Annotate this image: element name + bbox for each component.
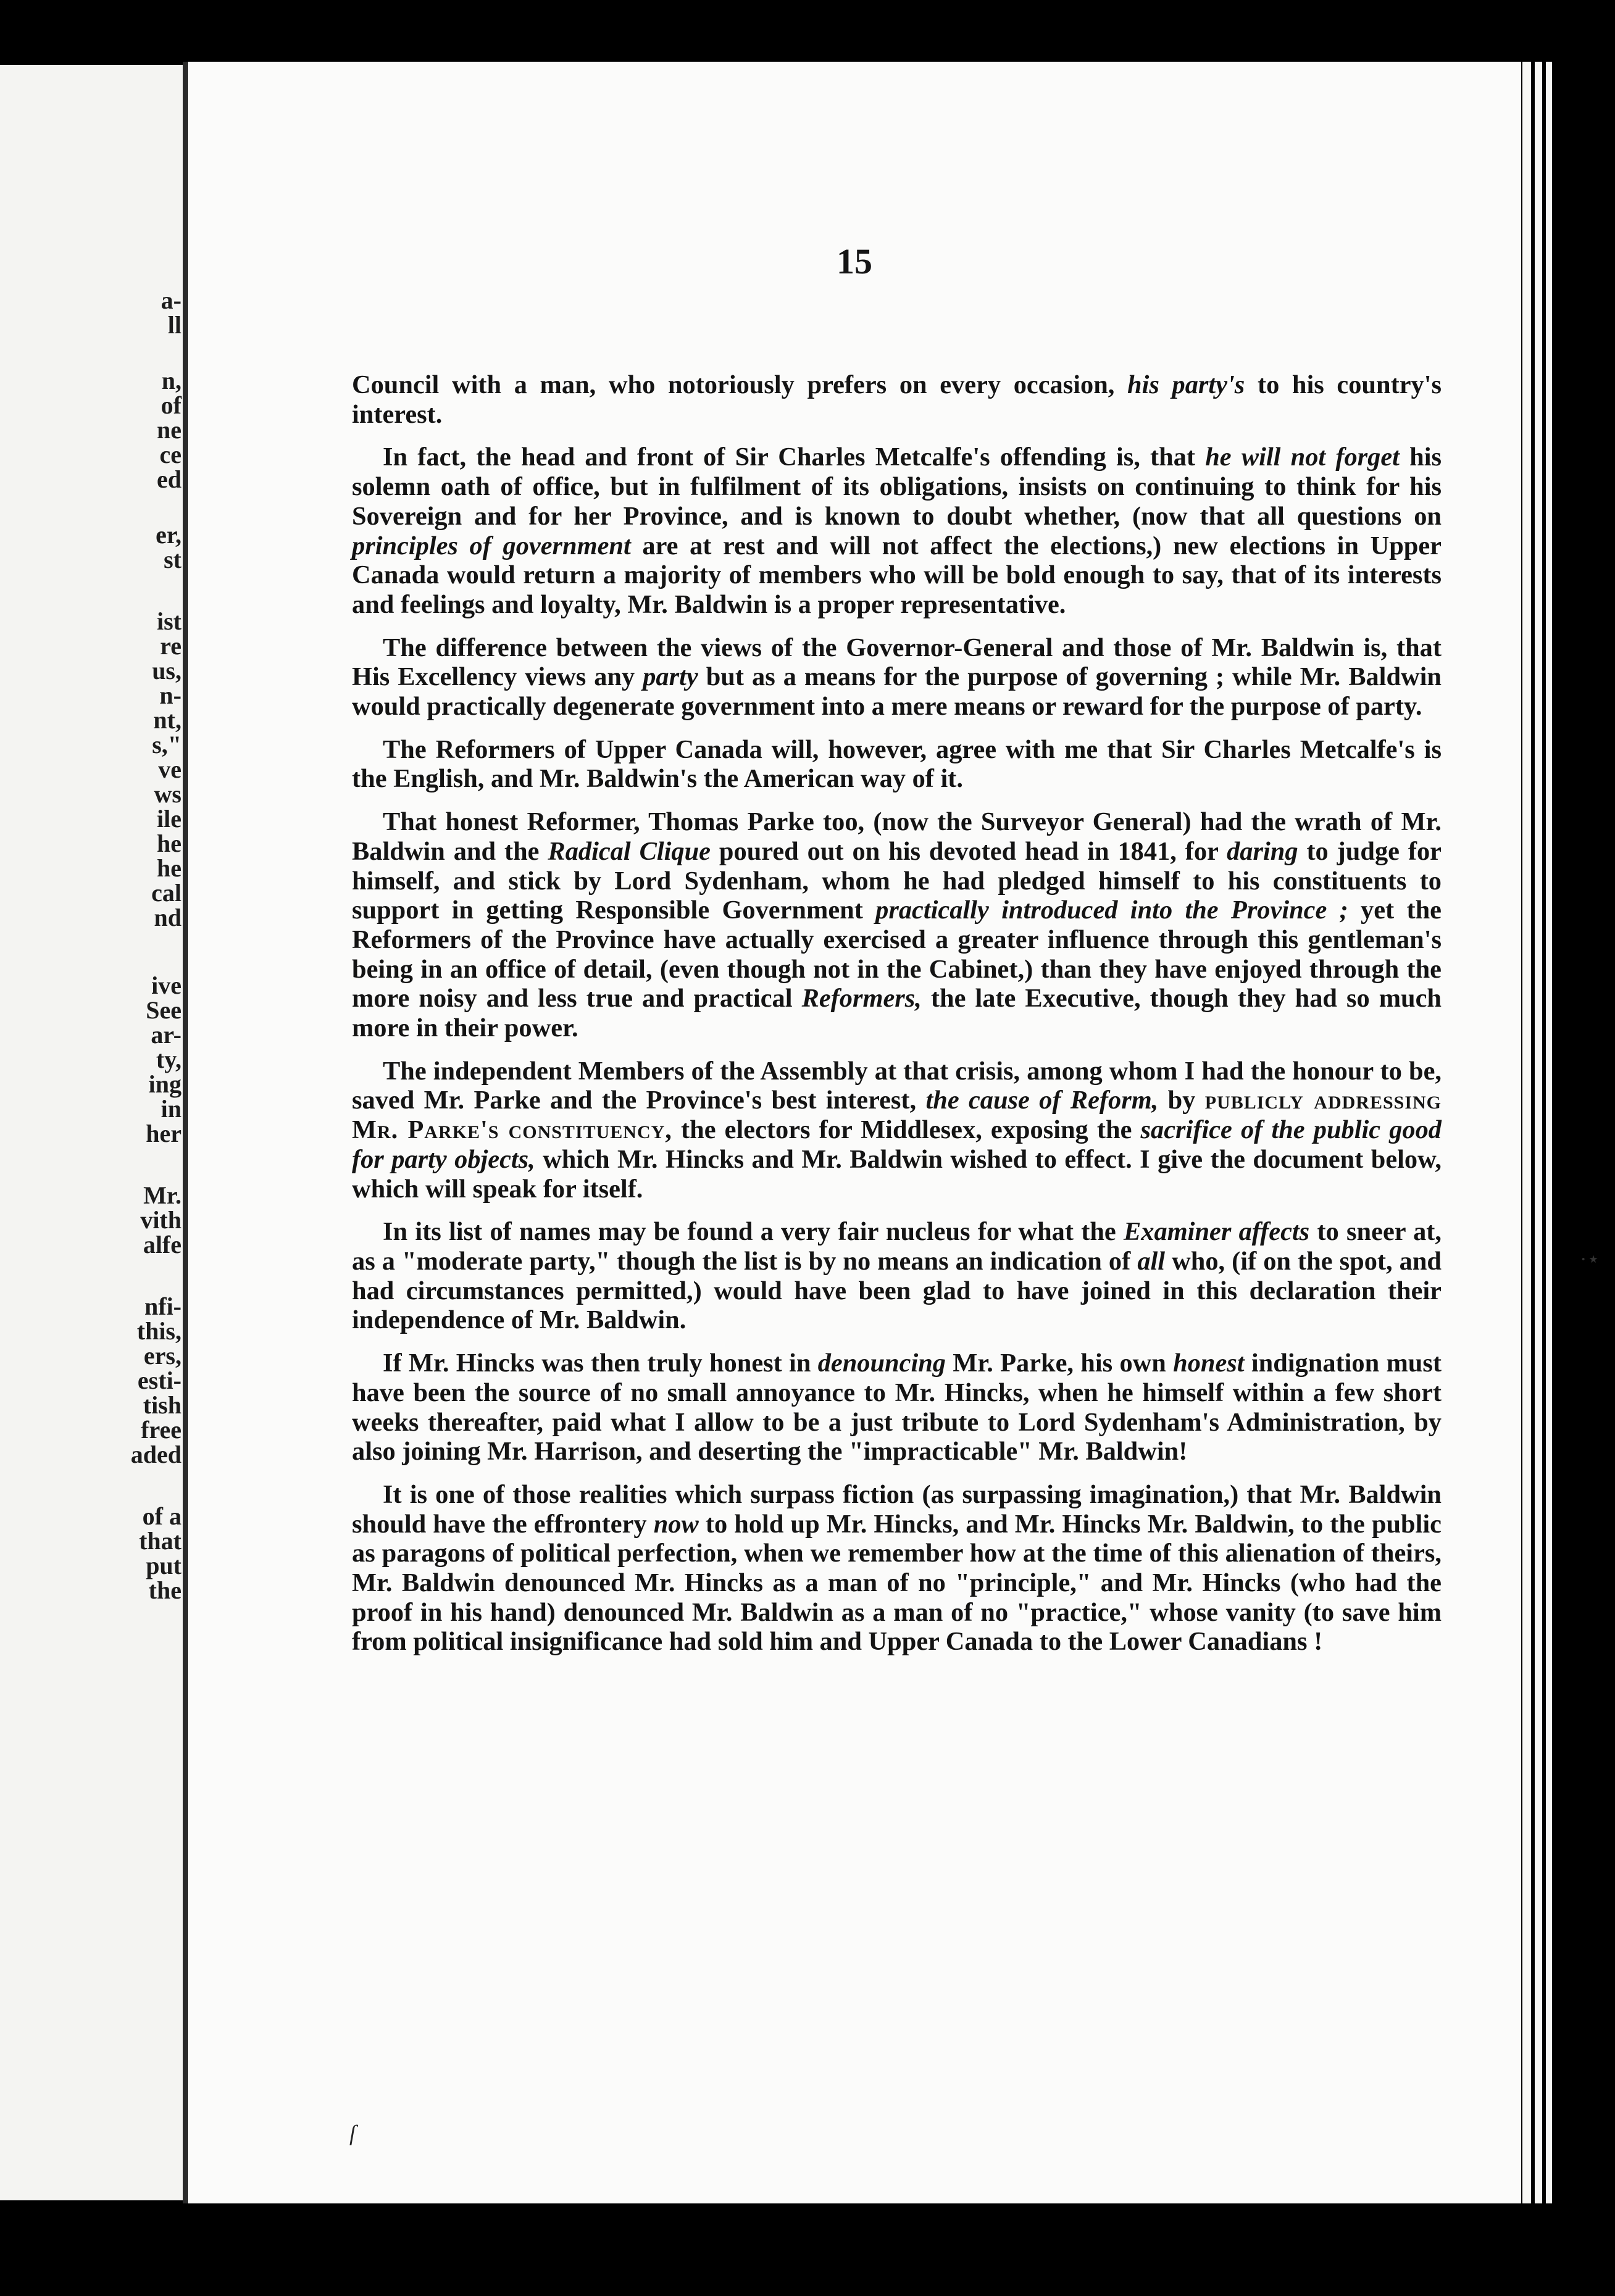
text-run: to his country's interest. bbox=[352, 370, 1442, 429]
facing-page-text-fragment: nd bbox=[154, 904, 182, 931]
italic-text: his party's bbox=[1127, 370, 1245, 399]
text-run: The difference between the views of the Governor-General and those of Mr. Baldwin is, that His Excellency views any bbox=[352, 633, 1442, 692]
margin-smudge: ·⋆ bbox=[1580, 1248, 1600, 1271]
facing-page-text-fragment: of a bbox=[142, 1502, 182, 1530]
facing-page-text-fragment: aded bbox=[130, 1441, 182, 1468]
text-run: to judge for himself, and stick by Lord Sydenham, whom he had pledged himself to his constituents to support in getting Responsible Government bbox=[352, 836, 1442, 925]
paragraph bbox=[352, 1057, 1442, 1204]
page-edge bbox=[1522, 62, 1531, 2203]
text-run: The Reformers of Upper Canada will, however, agree with me that Sir Charles Metcalfe's is the English, and Mr. Baldwin's the American way of it. bbox=[352, 734, 1442, 794]
facing-page-text-fragment: ist bbox=[157, 607, 182, 635]
facing-page-text-fragment: in bbox=[161, 1095, 182, 1123]
facing-page-text-fragment: re bbox=[160, 632, 182, 660]
paragraph bbox=[352, 807, 1442, 1043]
facing-page-text-fragment: vith bbox=[140, 1206, 182, 1234]
facing-page-text-fragment: st bbox=[164, 546, 182, 573]
facing-page-text-fragment: the bbox=[148, 1576, 182, 1604]
facing-page-text-fragment: ne bbox=[157, 416, 182, 444]
facing-page-text-fragment: us, bbox=[152, 657, 182, 684]
facing-page-text-fragment: that bbox=[139, 1527, 182, 1555]
paragraph bbox=[352, 1349, 1442, 1466]
text-run: but as a means for the purpose of governing ; while Mr. Baldwin would practically degenerate government into a mere means or reward for the purpose of party. bbox=[352, 662, 1442, 722]
facing-page-text-fragment: s," bbox=[152, 731, 182, 759]
facing-page-fragment bbox=[0, 65, 185, 2200]
text-run: If Mr. Hincks was then truly honest in bbox=[383, 1349, 818, 1378]
page-gutter bbox=[183, 62, 187, 2203]
text-run: to hold up Mr. Hincks, and Mr. Hincks Mr. Baldwin, to the public as paragons of political perfection, when we remember how at the time of this alienation of theirs, Mr. Baldwin denounced Mr. Hincks as a man of no "principle," and Mr. Hincks (who had the proof in his hand) denounced Mr. Baldwin as a man of no "practice," whose vanity (to save him from political insignificance had sold him and Upper Canada to the Lower Canadians ! bbox=[352, 1509, 1442, 1657]
facing-page-text-fragment: ing bbox=[148, 1070, 182, 1098]
facing-page-text-fragment: Mr. bbox=[143, 1181, 182, 1209]
facing-page-text-fragment: he bbox=[157, 830, 182, 857]
italic-text: principles of government bbox=[352, 531, 631, 560]
text-run: to sneer at, as a "moderate party," though the list is by no means an indication of bbox=[352, 1217, 1442, 1276]
text-run: In fact, the head and front of Sir Charles Metcalfe's offending is, that bbox=[383, 443, 1206, 472]
text-run: which Mr. Hincks and Mr. Baldwin wished to effect. I give the document below, which will speak for itself. bbox=[352, 1144, 1442, 1204]
paragraph bbox=[352, 370, 1442, 429]
italic-text: honest bbox=[1173, 1349, 1245, 1378]
italic-text: Examiner affects bbox=[1124, 1217, 1310, 1247]
facing-page-text-fragment: cal bbox=[151, 879, 182, 907]
facing-page-text-fragment: er, bbox=[156, 521, 182, 549]
text-run: Mr. Parke, his own bbox=[946, 1349, 1174, 1378]
text-run: the late Executive, though they had so much more in their power. bbox=[352, 984, 1442, 1043]
facing-page-text-fragment: her bbox=[146, 1120, 182, 1147]
page-number: 15 bbox=[837, 241, 872, 281]
text-run: yet the Reformers of the Province have actually exercised a greater influence through this gentleman's being in an office of detail, (even though not in the Cabinet,) than they have enjoyed through the more noisy and less true and practical bbox=[352, 896, 1442, 1013]
facing-page-text-fragment: free bbox=[141, 1416, 182, 1444]
text-run: Council with a man, who notoriously prefers on every occasion, bbox=[352, 370, 1128, 399]
italic-text: Reformers, bbox=[801, 984, 922, 1013]
facing-page-text-fragment: n- bbox=[159, 681, 182, 709]
facing-page-text-fragment: ers, bbox=[143, 1342, 182, 1370]
facing-page-text-fragment: nfi- bbox=[144, 1292, 182, 1320]
text-run: The independent Members of the Assembly at that crisis, among whom I had the honour to be, saved Mr. Parke and the Province's best interest, bbox=[352, 1056, 1442, 1115]
paragraph bbox=[352, 633, 1442, 722]
italic-text: denouncing bbox=[817, 1349, 946, 1378]
text-run: indignation must have been the source of no small annoyance to Mr. Hincks, when he himself within a few short weeks thereafter, paid what I allow to be a just tribute to Lord Sydenham's Administration, by also joining Mr. Harrison, and deserting the "impracticable" Mr. Baldwin! bbox=[352, 1349, 1442, 1466]
italic-text: Radical Clique bbox=[548, 836, 711, 866]
paragraph bbox=[352, 1480, 1442, 1657]
italic-text: party bbox=[643, 662, 698, 692]
facing-page-text-fragment: tish bbox=[143, 1391, 182, 1419]
facing-page-text-fragment: ce bbox=[159, 441, 182, 468]
facing-page-text-fragment: ile bbox=[157, 805, 182, 833]
text-run: by bbox=[1158, 1086, 1205, 1115]
paragraph bbox=[352, 1217, 1442, 1335]
facing-page-text-fragment: esti- bbox=[137, 1366, 182, 1394]
print-mark: ſ bbox=[349, 2121, 356, 2145]
italic-text: the cause of Reform, bbox=[925, 1086, 1159, 1115]
text-run: In its list of names may be found a very fair nucleus for what the bbox=[383, 1217, 1124, 1247]
paragraph bbox=[352, 443, 1442, 619]
facing-page-text-fragment: a- bbox=[161, 286, 182, 314]
facing-page-text-fragment: ive bbox=[151, 971, 182, 999]
facing-page-text-fragment: he bbox=[157, 854, 182, 882]
page-edge bbox=[1546, 62, 1552, 2203]
italic-text: practically introduced into the Province ; bbox=[875, 896, 1348, 925]
facing-page-text-fragment: of bbox=[161, 391, 182, 419]
facing-page-text-fragment: ll bbox=[167, 311, 182, 339]
text-run: the electors for Middlesex, exposing the bbox=[672, 1115, 1141, 1145]
page-edge bbox=[1535, 62, 1542, 2203]
page-body bbox=[352, 370, 1442, 1670]
small-caps-text: publicly addressing Mr. Parke's constituency, bbox=[352, 1086, 1442, 1145]
facing-page-text-fragment: ve bbox=[158, 755, 182, 783]
facing-page-text-fragment: ty, bbox=[156, 1046, 182, 1073]
facing-page-text-fragment: See bbox=[146, 996, 182, 1024]
book-page bbox=[188, 62, 1600, 2203]
text-run: his solemn oath of office, but in fulfilment of its obligations, insists on continuing to think for his Sovereign and for her Province, and is known to doubt whether, (now that all questions on bbox=[352, 443, 1442, 531]
facing-page-text-fragment: ws bbox=[154, 780, 182, 808]
text-run: poured out on his devoted head in 1841, for bbox=[711, 836, 1227, 866]
text-run: are at rest and will not affect the elections,) new elections in Upper Canada would return a majority of members who will be bold enough to say, that of its interests and feelings and loyalty, Mr. Baldwin is a proper representative. bbox=[352, 531, 1442, 619]
paragraph bbox=[352, 735, 1442, 794]
facing-page-text-fragment: n, bbox=[161, 367, 182, 394]
italic-text: sacrifice of the public good for party objects, bbox=[352, 1115, 1442, 1174]
italic-text: he will not forget bbox=[1205, 443, 1400, 472]
italic-text: now bbox=[653, 1509, 699, 1539]
facing-page-text-fragment: put bbox=[146, 1552, 182, 1579]
facing-page-text-fragment: ed bbox=[157, 465, 182, 493]
italic-text: daring bbox=[1227, 836, 1298, 866]
facing-page-text-fragment: alfe bbox=[143, 1231, 182, 1258]
facing-page-text-fragment: ar- bbox=[151, 1021, 182, 1049]
text-run: That honest Reformer, Thomas Parke too, (now the Surveyor General) had the wrath of Mr. Baldwin and the bbox=[352, 807, 1442, 866]
italic-text: all bbox=[1137, 1246, 1166, 1276]
facing-page-text-fragment: this, bbox=[136, 1317, 182, 1345]
text-run: It is one of those realities which surpass fiction (as surpassing imagination,) that Mr. Baldwin should have the effrontery bbox=[352, 1479, 1442, 1539]
facing-page-text-fragment: nt, bbox=[153, 706, 182, 734]
text-run: who, (if on the spot, and had circumstances permitted,) would have been glad to have joined in this declaration their independence of Mr. Baldwin. bbox=[352, 1246, 1442, 1335]
